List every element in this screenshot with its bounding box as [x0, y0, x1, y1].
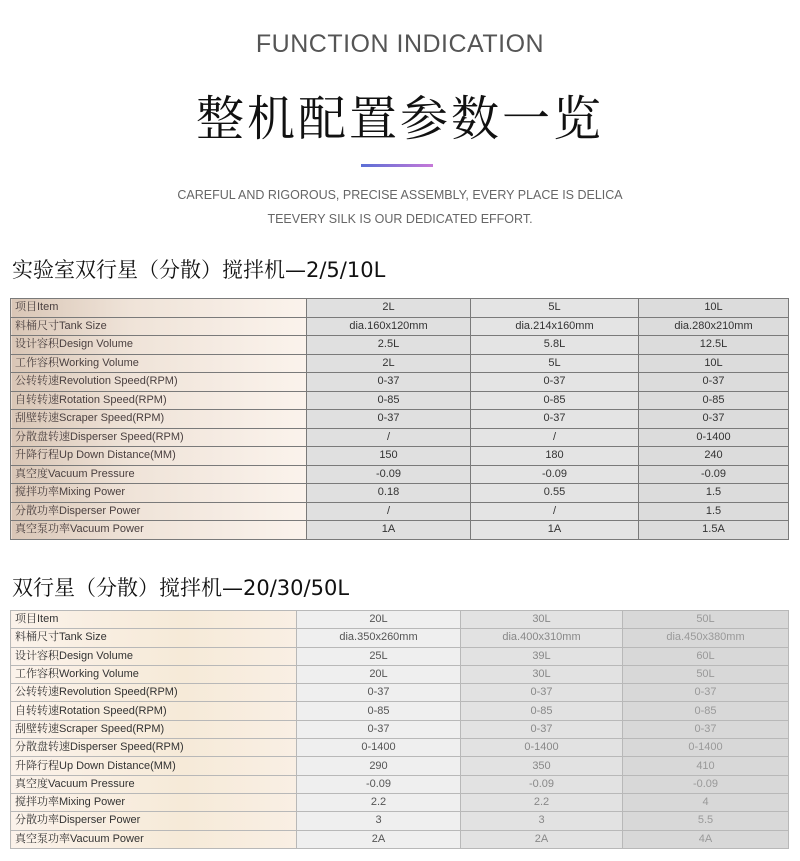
cell-value: 1.5 — [639, 484, 789, 503]
cell-value: 4A — [623, 830, 789, 848]
cell-value: 3 — [297, 812, 461, 830]
table-row — [11, 410, 789, 429]
cell-value: 0-85 — [639, 391, 789, 410]
table-row — [11, 336, 789, 355]
row-label: 设计容积Design Volume — [11, 336, 307, 355]
table-row — [11, 502, 789, 521]
table-row — [11, 720, 789, 738]
cell-value: dia.280x210mm — [639, 317, 789, 336]
table-row — [11, 793, 789, 811]
cell-value: 0-37 — [461, 720, 623, 738]
table-row — [11, 757, 789, 775]
row-label: 搅拌功率Mixing Power — [11, 793, 297, 811]
cell-value: 0-37 — [297, 720, 461, 738]
cell-value: 0-37 — [461, 684, 623, 702]
cell-value: -0.09 — [471, 465, 639, 484]
cell-value: 0-37 — [623, 720, 789, 738]
cell-value: -0.09 — [461, 775, 623, 793]
cell-value: 1.5 — [639, 502, 789, 521]
cell-value: 0-85 — [297, 702, 461, 720]
cell-value: 5L — [471, 354, 639, 373]
table-row — [11, 775, 789, 793]
spec-table-2-5-10l — [10, 298, 789, 540]
cell-value: 350 — [461, 757, 623, 775]
row-label: 料桶尺寸Tank Size — [11, 317, 307, 336]
cell-value: 0-1400 — [623, 739, 789, 757]
cell-value: 0-37 — [639, 373, 789, 392]
row-label: 真空度Vacuum Pressure — [11, 775, 297, 793]
cell-value: 2L — [307, 354, 471, 373]
table-row — [11, 665, 789, 683]
cell-value: 50L — [623, 611, 789, 629]
row-label: 料桶尺寸Tank Size — [11, 629, 297, 647]
cell-value: 180 — [471, 447, 639, 466]
table2-title: 双行星（分散）搅拌机—20/30/50L — [12, 576, 350, 600]
cell-value: 150 — [307, 447, 471, 466]
row-label: 自转转速Rotation Speed(RPM) — [11, 702, 297, 720]
table-row — [11, 739, 789, 757]
cell-value: 5L — [471, 299, 639, 318]
subtitle-line-2: TEEVERY SILK IS OUR DEDICATED EFFORT. — [267, 212, 533, 226]
cell-value: 2A — [297, 830, 461, 848]
spec-table-body — [11, 611, 789, 849]
cell-value: dia.214x160mm — [471, 317, 639, 336]
row-label: 升降行程Up Down Distance(MM) — [11, 447, 307, 466]
row-label: 自转转速Rotation Speed(RPM) — [11, 391, 307, 410]
cell-value: 0-1400 — [297, 739, 461, 757]
cell-value: / — [471, 502, 639, 521]
row-label: 刮壁转速Scraper Speed(RPM) — [11, 720, 297, 738]
cell-value: 2.5L — [307, 336, 471, 355]
cell-value: 0-85 — [471, 391, 639, 410]
spec-table-20-30-50l — [10, 610, 789, 849]
table1-title: 实验室双行星（分散）搅拌机—2/5/10L — [12, 258, 386, 282]
cell-value: 30L — [461, 665, 623, 683]
row-label: 分散盘转速Disperser Speed(RPM) — [11, 739, 297, 757]
cell-value: 25L — [297, 647, 461, 665]
cell-value: 4 — [623, 793, 789, 811]
cell-value: 410 — [623, 757, 789, 775]
row-label: 分散功率Disperser Power — [11, 502, 307, 521]
accent-divider — [361, 164, 433, 167]
row-label: 项目Item — [11, 611, 297, 629]
cell-value: -0.09 — [639, 465, 789, 484]
table-row — [11, 465, 789, 484]
spec-table-body — [11, 299, 789, 540]
cell-value: -0.09 — [297, 775, 461, 793]
cell-value: 3 — [461, 812, 623, 830]
table-row — [11, 354, 789, 373]
table-row — [11, 629, 789, 647]
cell-value: dia.400x310mm — [461, 629, 623, 647]
cell-value: 0-37 — [307, 410, 471, 429]
table-row — [11, 812, 789, 830]
table-row — [11, 391, 789, 410]
cell-value: 50L — [623, 665, 789, 683]
subtitle-line-1: CAREFUL AND RIGOROUS, PRECISE ASSEMBLY, EVERY PLACE IS DELICA — [177, 188, 623, 202]
row-label: 刮壁转速Scraper Speed(RPM) — [11, 410, 307, 429]
cell-value: 2A — [461, 830, 623, 848]
cell-value: / — [471, 428, 639, 447]
table-row — [11, 702, 789, 720]
cell-value: 290 — [297, 757, 461, 775]
row-label: 公转转速Revolution Speed(RPM) — [11, 684, 297, 702]
cell-value: 2.2 — [297, 793, 461, 811]
cell-value: / — [307, 428, 471, 447]
cell-value: 0-37 — [623, 684, 789, 702]
cell-value: 39L — [461, 647, 623, 665]
cell-value: 0-37 — [471, 373, 639, 392]
row-label: 公转转速Revolution Speed(RPM) — [11, 373, 307, 392]
cell-value: 0.55 — [471, 484, 639, 503]
cell-value: -0.09 — [307, 465, 471, 484]
table-row — [11, 317, 789, 336]
cell-value: 0-37 — [307, 373, 471, 392]
row-label: 真空度Vacuum Pressure — [11, 465, 307, 484]
row-label: 真空泵功率Vacuum Power — [11, 521, 307, 540]
cell-value: 0-85 — [307, 391, 471, 410]
cell-value: 1A — [471, 521, 639, 540]
cell-value: dia.350x260mm — [297, 629, 461, 647]
cell-value: dia.160x120mm — [307, 317, 471, 336]
header-title-en: FUNCTION INDICATION — [255, 30, 545, 58]
cell-value: dia.450x380mm — [623, 629, 789, 647]
cell-value: 0-1400 — [639, 428, 789, 447]
table-row — [11, 521, 789, 540]
table-row — [11, 373, 789, 392]
cell-value: 240 — [639, 447, 789, 466]
table-row — [11, 830, 789, 848]
cell-value: 60L — [623, 647, 789, 665]
cell-value: 20L — [297, 611, 461, 629]
row-label: 设计容积Design Volume — [11, 647, 297, 665]
cell-value: 0-85 — [623, 702, 789, 720]
table-row — [11, 684, 789, 702]
cell-value: 0-85 — [461, 702, 623, 720]
cell-value: 0-37 — [639, 410, 789, 429]
cell-value: 5.5 — [623, 812, 789, 830]
cell-value: 20L — [297, 665, 461, 683]
cell-value: 30L — [461, 611, 623, 629]
cell-value: 0-1400 — [461, 739, 623, 757]
row-label: 分散功率Disperser Power — [11, 812, 297, 830]
row-label: 搅拌功率Mixing Power — [11, 484, 307, 503]
cell-value: 12.5L — [639, 336, 789, 355]
cell-value: 10L — [639, 299, 789, 318]
cell-value: 5.8L — [471, 336, 639, 355]
header-title-cn: 整机配置参数一览 — [195, 91, 604, 147]
table-row — [11, 611, 789, 629]
table-row — [11, 447, 789, 466]
row-label: 项目Item — [11, 299, 307, 318]
cell-value: 1A — [307, 521, 471, 540]
table-row — [11, 299, 789, 318]
row-label: 工作容积Working Volume — [11, 354, 307, 373]
cell-value: 2.2 — [461, 793, 623, 811]
cell-value: 1.5A — [639, 521, 789, 540]
row-label: 升降行程Up Down Distance(MM) — [11, 757, 297, 775]
table-row — [11, 428, 789, 447]
table-row — [11, 484, 789, 503]
cell-value: / — [307, 502, 471, 521]
row-label: 分散盘转速Disperser Speed(RPM) — [11, 428, 307, 447]
row-label: 工作容积Working Volume — [11, 665, 297, 683]
cell-value: 0-37 — [471, 410, 639, 429]
table-row — [11, 647, 789, 665]
cell-value: 0.18 — [307, 484, 471, 503]
cell-value: 0-37 — [297, 684, 461, 702]
row-label: 真空泵功率Vacuum Power — [11, 830, 297, 848]
cell-value: -0.09 — [623, 775, 789, 793]
cell-value: 10L — [639, 354, 789, 373]
cell-value: 2L — [307, 299, 471, 318]
